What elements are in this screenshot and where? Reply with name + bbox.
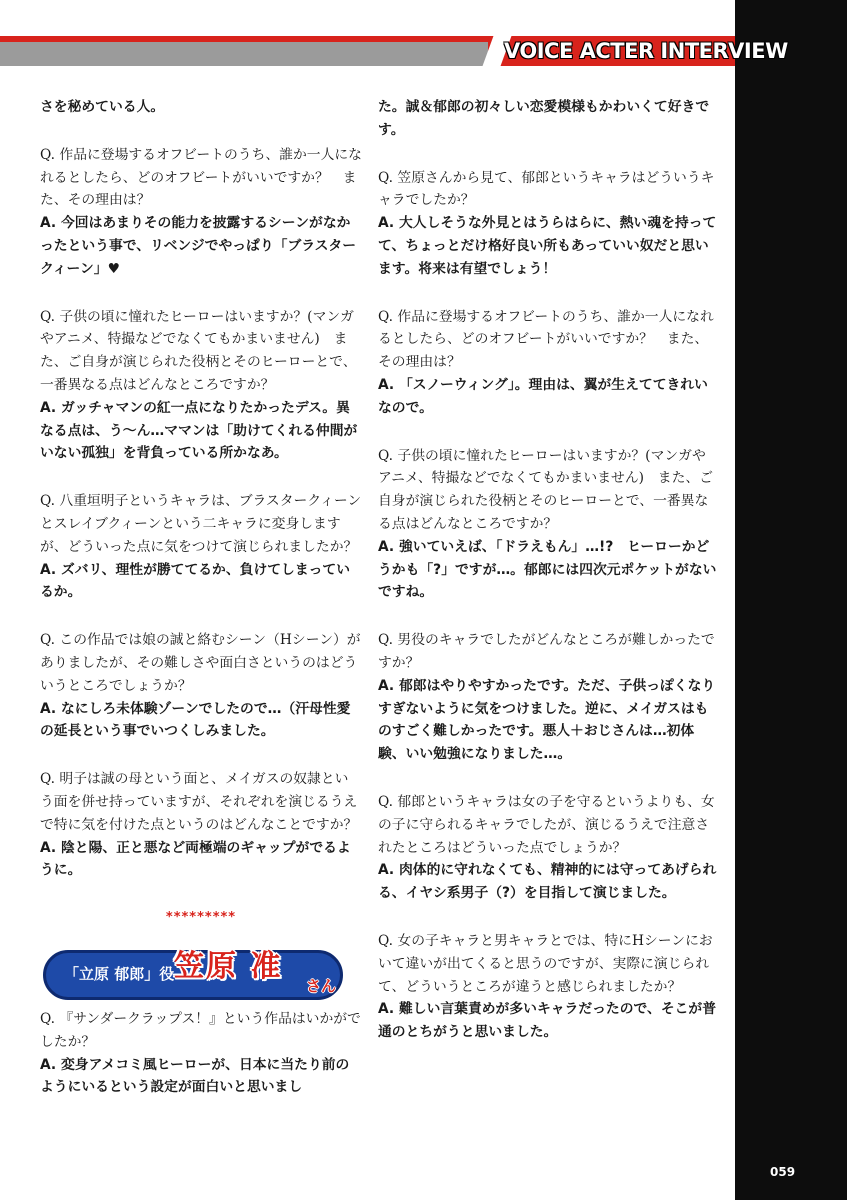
header-gray-stripe	[0, 42, 488, 66]
right-margin-band	[735, 0, 847, 1200]
question: Q. 『サンダークラップス！』という作品はいかがでしたか？	[40, 1010, 361, 1050]
right-column	[378, 96, 718, 1069]
qa-block	[40, 490, 362, 604]
question: Q. 作品に登場するオフビートのうち、誰か一人になれるとしたら、どのオフビートがいいですか？ また、その理由は？	[40, 146, 362, 209]
qa-block	[378, 445, 718, 605]
answer: A. 変身アメコミ風ヒーローが、日本に当たり前のようにいるという設定が面白いと思いまし	[40, 1056, 350, 1096]
answer: A. 今回はあまりその能力を披露するシーンがなかったという事で、リベンジでやっぱり「ブラスタークィーン」♥	[40, 215, 357, 277]
answer: A. 郁郎はやりやすかったです。ただ、子供っぽくなりすぎないように気をつけました。逆に、メイガスはものすごく難しかったです。悪人＋おじさんは…初体験、いい勉強になりました…。	[378, 677, 716, 763]
answer: A. ガッチャマンの紅一点になりたかったデス。異なる点は、う～ん…ママンは「助けてくれる仲間がいない孤独」を背負っている所かなあ。	[40, 399, 358, 462]
page-number: 059	[770, 1165, 796, 1179]
question: Q. この作品では娘の誠と絡むシーン（Hシーン）がありましたが、その難しさや面白さというのはどういうところでしょうか？	[40, 632, 361, 694]
left-continuation: さを秘めている人。	[40, 99, 165, 115]
answer: A. 強いていえば、「ドラえもん」…!? ヒーローかどうかも「?」ですが…。郁郎には四次元ポケットがないですね。	[378, 538, 717, 601]
interviewee-name-badge	[43, 950, 343, 1000]
qa-block	[40, 144, 362, 281]
qa-block	[40, 306, 362, 466]
answer: A. なにしろ未体験ゾーンでしたので…（汗母性愛の延長という事でいつくしみました。	[40, 700, 351, 740]
question: Q. 男役のキャラでしたがどんなところが難しかったですか？	[378, 632, 715, 671]
question: Q. 子供の頃に憧れたヒーローはいますか？(マンガやアニメ、特撮などでなくてもかまいません) また、ご自身が演じられた役柄とそのヒーローとで、一番異なる点はどんなところですか？	[40, 308, 357, 393]
answer: A. 「スノーウィング」。理由は、翼が生えててきれいなので。	[378, 376, 708, 416]
qa-block	[378, 930, 718, 1044]
answer: A. 肉体的に守れなくても、精神的には守ってあげられる、イヤシ系男子（?）を目指して演じました。	[378, 862, 717, 902]
qa-block	[378, 167, 718, 281]
question: Q. 明子は誠の母という面と、メイガスの奴隷という面を併せ持っていますが、それぞれを演じるうえで特に気を付けた点というのはどんなことですか？	[40, 771, 358, 833]
question: Q. 八重垣明子というキャラは、ブラスタークィーンとスレイブクィーンという二キャラに変身しますが、どういった点に気をつけて演じられましたか？	[40, 493, 362, 555]
question: Q. 作品に登場するオフビートのうち、誰か一人になれるとしたら、どのオフビートがいいですか？ また、その理由は？	[378, 308, 714, 371]
qa-block	[40, 1008, 362, 1099]
badge-role-label: 「立原 郁郎」役	[64, 964, 175, 983]
right-continuation: た。誠＆郁郎の初々しい恋愛模様もかわいくて好きです。	[378, 99, 710, 138]
qa-block	[40, 768, 362, 882]
answer: A. 陰と陽、正と悪など両極端のギャップがでるように。	[40, 839, 351, 879]
badge-voice-actor-name: 笠原 准	[174, 948, 283, 984]
question: Q. 子供の頃に憧れたヒーローはいますか？(マンガやアニメ、特撮などでなくてもかまいません) また、ご自身が演じられた役柄とそのヒーローとで、一番異なる点はどんなところですか？	[378, 447, 713, 532]
answer: A. ズバリ、理性が勝ててるか、負けてしまっているか。	[40, 561, 351, 601]
qa-block	[378, 629, 718, 766]
header-title: VOICE ACTER INTERVIEW	[504, 39, 788, 63]
question: Q. 郁郎というキャラは女の子を守るというよりも、女の子に守られるキャラでしたが、演じるうえで注意されたところはどういった点でしょうか？	[378, 793, 715, 856]
question: Q. 女の子キャラと男キャラとでは、特にHシーンにおいて違いが出てくると思うのですが、実際に演じられて、どういうところが違うと感じられましたか？	[378, 932, 713, 995]
qa-block	[40, 629, 362, 743]
badge-honorific: さん	[306, 976, 337, 995]
qa-block	[378, 791, 718, 905]
left-column	[40, 96, 362, 1124]
answer: A. 難しい言葉責めが多いキャラだったので、そこが普通のとちがうと思いました。	[378, 1001, 717, 1041]
question: Q. 笠原さんから見て、郁郎というキャラはどういうキャラでしたか？	[378, 169, 715, 209]
answer: A. 大人しそうな外見とはうらはらに、熱い魂を持ってて、ちょっとだけ格好良い所もあっていい奴だと思います。将来は有望でしょう！	[378, 215, 717, 277]
section-divider-stars: *********	[165, 910, 237, 926]
qa-block	[378, 306, 718, 420]
